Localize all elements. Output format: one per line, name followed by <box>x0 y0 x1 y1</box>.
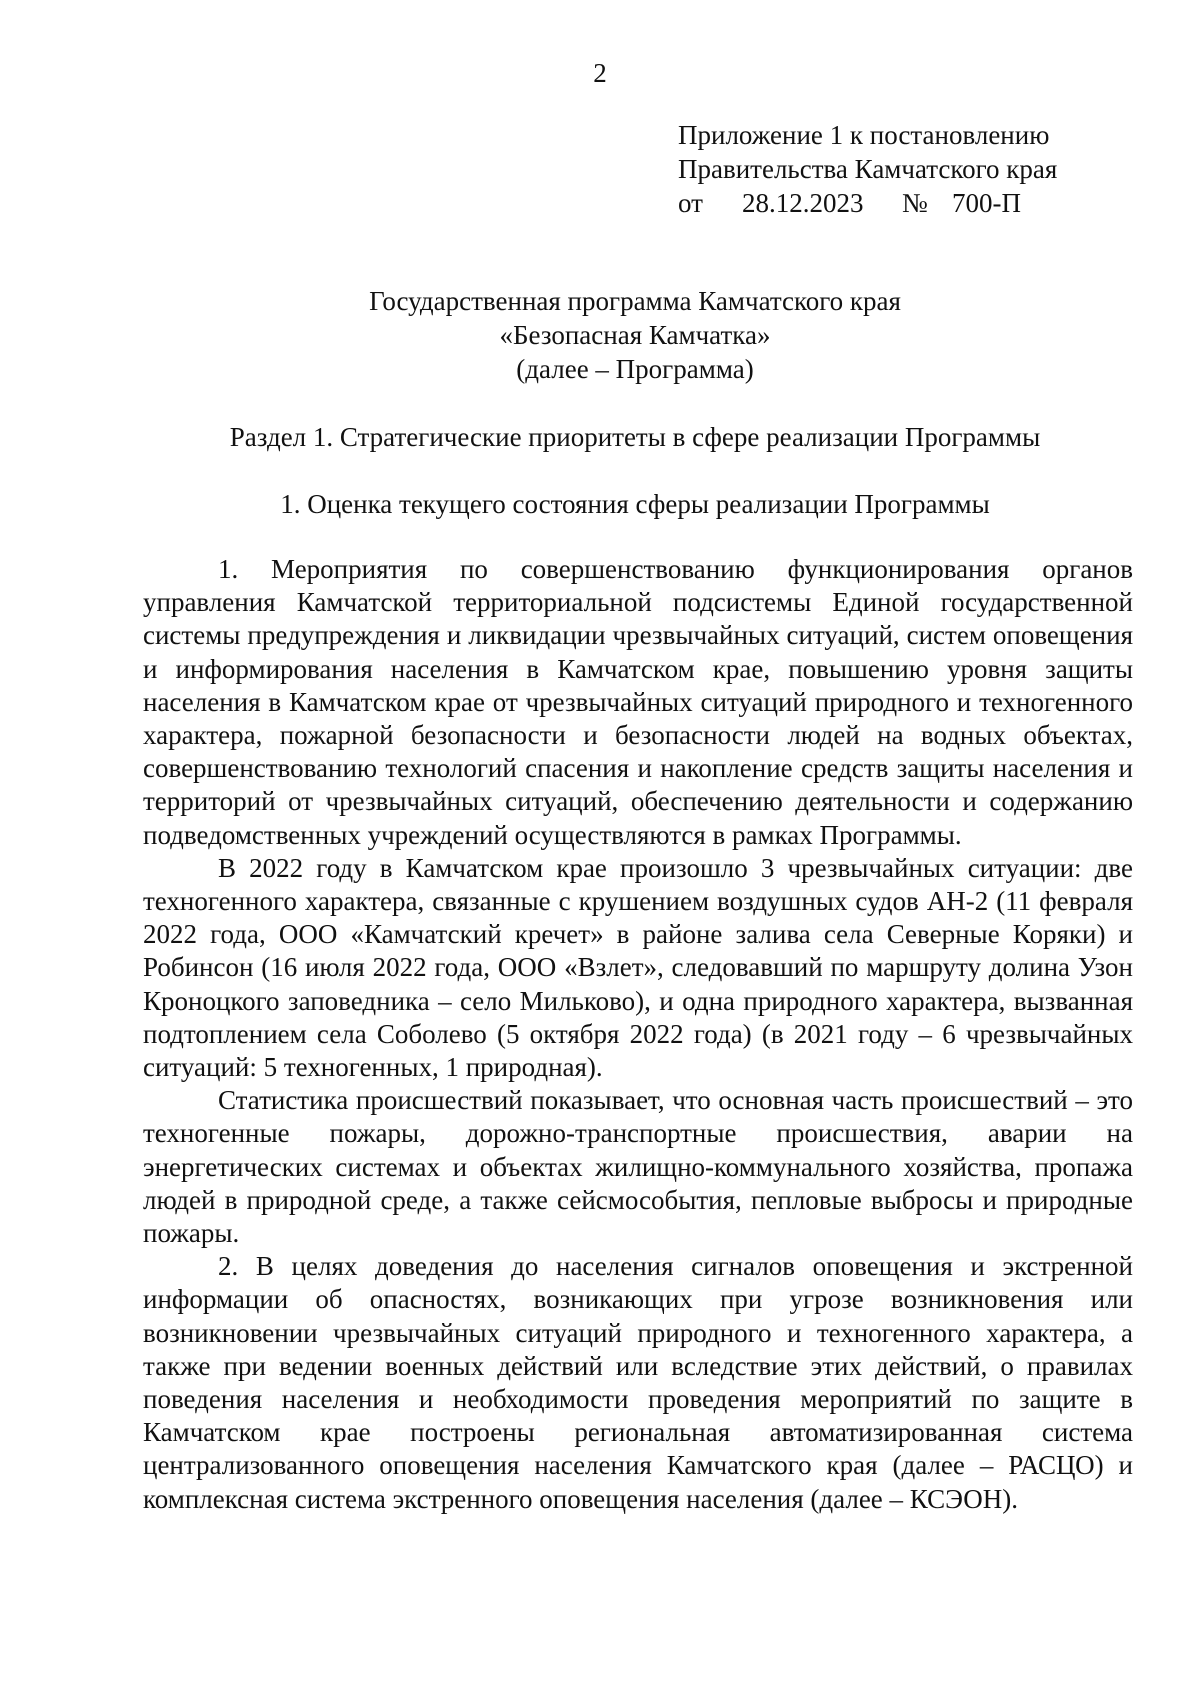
section-title: Раздел 1. Стратегические приоритеты в сфере реализации Программы <box>229 422 1041 452</box>
appendix-date-prefix: от <box>678 188 703 218</box>
paragraph: Статистика происшествий показывает, что основная часть происшествий – это техногенные пожары, дорожно-транспортные происшествия, аварии на энергетических системах и объектах жилищно-коммунального хозяйства, пропажа людей в природной среде, а также сейсмособытия, пепловые выбросы и природные пожары. <box>143 1085 1133 1249</box>
appendix-date-row <box>678 186 1057 220</box>
appendix-line-2: Правительства Камчатского края <box>678 154 1058 184</box>
appendix-number: 700-П <box>952 188 1021 218</box>
appendix-date: 28.12.2023 <box>742 188 864 218</box>
paragraph: 2. В целях доведения до населения сигналов оповещения и экстренной информации об опасностях, возникающих при угрозе возникновения или возникновении чрезвычайных ситуаций природного и техногенного характера, а также при ведении военных действий или вследствие этих действий, о правилах поведения населения и необходимости проведения мероприятий по защите в Камчатском крае построены региональная автоматизированная система централизованного оповещения населения Камчатского края (далее – РАСЦО) и комплексная система экстренного оповещения населения (далее – КСЭОН). <box>143 1251 1133 1514</box>
body-text <box>143 553 1133 1516</box>
paragraph: 1. Мероприятия по совершенствованию функционирования органов управления Камчатской территориальной подсистемы Единой государственной системы предупреждения и ликвидации чрезвычайных ситуаций, систем оповещения и информирования населения в Камчатском крае, повышению уровня защиты населения в Камчатском крае от чрезвычайных ситуаций природного и техногенного характера, пожарной безопасности и безопасности людей на водных объектах, совершенствованию технологий спасения и накопление средств защиты населения и территорий от чрезвычайных ситуаций, обеспечению деятельности и содержанию подведомственных учреждений осуществляются в рамках Программы. <box>143 554 1133 850</box>
page-number: 2 <box>593 58 607 88</box>
subsection-title: 1. Оценка текущего состояния сферы реализации Программы <box>280 489 990 519</box>
program-title-line-1: Государственная программа Камчатского края <box>369 286 901 316</box>
program-title <box>0 284 1200 386</box>
appendix-block <box>678 118 1057 220</box>
program-title-line-3: (далее – Программа) <box>516 354 754 384</box>
appendix-number-sign: № <box>902 188 928 218</box>
paragraph: В 2022 году в Камчатском крае произошло 3 чрезвычайных ситуации: две техногенного характера, связанные с крушением воздушных судов АН-2 (11 февраля 2022 года, ООО «Камчатский кречет» в районе залива села Северные Коряки) и Робинсон (16 июля 2022 года, ООО «Взлет», следовавший по маршруту долина Узон Кроноцкого заповедника – село Мильково), и одна природного характера, вызванная подтоплением села Соболево (5 октября 2022 года) (в 2021 году – 6 чрезвычайных ситуаций: 5 техногенных, 1 природная). <box>143 852 1133 1083</box>
appendix-line-1: Приложение 1 к постановлению <box>678 120 1050 150</box>
program-title-line-2: «Безопасная Камчатка» <box>499 320 771 350</box>
